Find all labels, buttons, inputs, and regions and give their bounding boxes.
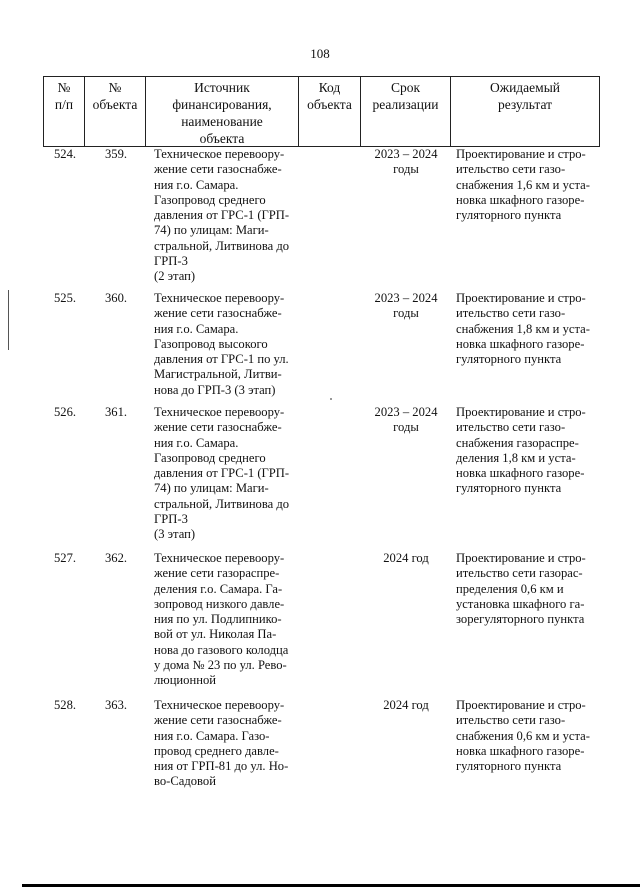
row-term: 2023 – 2024 годы bbox=[374, 147, 438, 177]
row-term: 2023 – 2024 годы bbox=[374, 291, 438, 321]
row-term: 2024 год bbox=[383, 551, 429, 565]
row-source: Техническое перевоору- жение сети газоснабже- ния г.о. Самара. Газопровод среднего давления от ГРС-1 (ГРП- 74) по улицам: Маги- стральной, Литвинова до ГРП-3 (3 этап) bbox=[154, 405, 290, 542]
header-result: Ожидаемый результат bbox=[490, 80, 560, 112]
row-object: 360. bbox=[104, 291, 128, 305]
row-result: Проектирование и стро- ительство сети газорас- пределения 0,6 км и установка шкафного га- зорегуляторного пункта bbox=[456, 551, 586, 627]
page-number: 108 bbox=[310, 46, 330, 61]
row-object: 361. bbox=[104, 405, 128, 419]
header-num: № п/п bbox=[54, 80, 74, 112]
row-term: 2024 год bbox=[383, 698, 429, 712]
scan-bottom-edge bbox=[22, 884, 640, 887]
row-source: Техническое перевоору- жение сети газораспре- деления г.о. Самара. Га- зопровод низкого давле- ния по ул. Подлипнико- вой от ул. Николая Па- нова до газового колодца у дома № 23 по ул. Рево- люционной bbox=[154, 551, 289, 688]
header-code: Код объекта bbox=[307, 80, 352, 112]
scan-margin-mark bbox=[8, 290, 9, 350]
row-result: Проектирование и стро- ительство сети газо- снабжения 1,6 км и уста- новка шкафного газоре- гуляторного пункта bbox=[456, 147, 590, 223]
header-term: Срок реализации bbox=[372, 80, 439, 112]
row-object: 362. bbox=[104, 551, 128, 565]
scan-speck bbox=[330, 398, 332, 400]
row-source: Техническое перевоору- жение сети газоснабже- ния г.о. Самара. Газо- провод среднего давле- ния от ГРП-81 до ул. Но- во-Садовой bbox=[154, 698, 289, 789]
row-source: Техническое перевоору- жение сети газоснабже- ния г.о. Самара. Газопровод высокого давления от ГРС-1 по ул. Магистральной, Литви- нова до ГРП-3 (3 этап) bbox=[154, 291, 289, 397]
row-object: 359. bbox=[104, 147, 128, 161]
row-num: 527. bbox=[54, 551, 77, 565]
row-result: Проектирование и стро- ительство сети газо- снабжения 1,8 км и уста- новка шкафного газоре- гуляторного пункта bbox=[456, 291, 590, 367]
row-term: 2023 – 2024 годы bbox=[374, 405, 438, 435]
column-divider bbox=[599, 76, 600, 147]
row-result: Проектирование и стро- ительство сети газо- снабжения газораспре- деления 1,8 км и уста- новка шкафного газоре- гуляторного пункта bbox=[456, 405, 586, 496]
header-source: Источник финансирования, наименование объекта bbox=[172, 80, 272, 146]
row-object: 363. bbox=[104, 698, 128, 712]
row-num: 524. bbox=[54, 147, 77, 161]
row-num: 525. bbox=[54, 291, 77, 305]
row-result: Проектирование и стро- ительство сети газо- снабжения 0,6 км и уста- новка шкафного газоре- гуляторного пункта bbox=[456, 698, 590, 774]
header-object: № объекта bbox=[92, 80, 138, 112]
row-num: 528. bbox=[54, 698, 77, 712]
row-num: 526. bbox=[54, 405, 77, 419]
row-source: Техническое перевоору- жение сети газоснабже- ния г.о. Самара. Газопровод среднего давления от ГРС-1 (ГРП- 74) по улицам: Маги- стральной, Литвинова до ГРП-3 (2 этап) bbox=[154, 147, 290, 284]
table-top-border bbox=[43, 76, 600, 77]
